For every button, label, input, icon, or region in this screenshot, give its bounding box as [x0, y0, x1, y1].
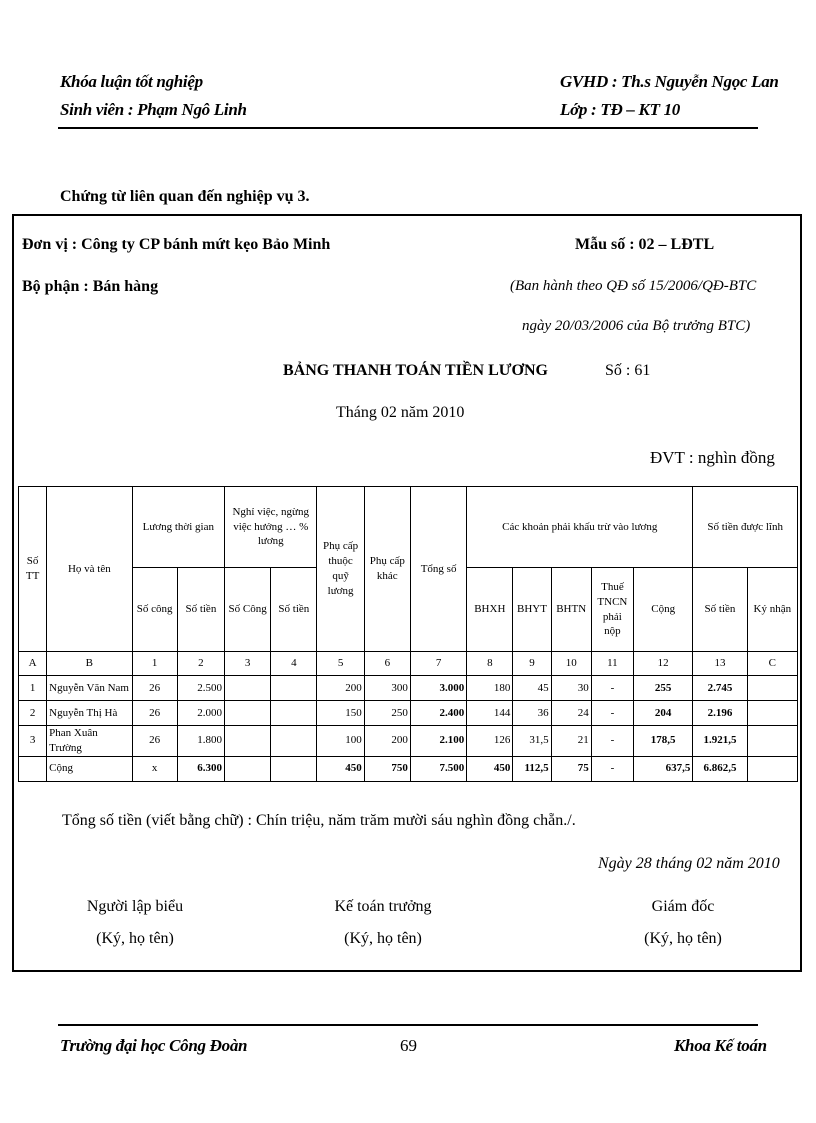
header-class: Lớp : TĐ – KT 10	[560, 100, 681, 119]
cell-amount: 1.800	[177, 726, 224, 757]
index-cell: C	[747, 652, 797, 676]
unit-label: Đơn vị : Công ty CP bánh mứt kẹo Bảo Minh	[22, 236, 331, 253]
department-label: Bộ phận : Bán hàng	[22, 278, 159, 295]
cell-leave-days	[225, 676, 271, 701]
index-cell: A	[19, 652, 47, 676]
table-row	[19, 701, 798, 726]
cell-bhxh: 126	[467, 726, 513, 757]
index-cell: 13	[693, 652, 747, 676]
header-days: Số công	[132, 568, 177, 652]
header-received: Số tiền được lĩnh	[693, 487, 798, 568]
signature-note: (Ký, họ tên)	[96, 930, 174, 947]
form-month: Tháng 02 năm 2010	[336, 404, 465, 421]
cell-leave-amount	[271, 756, 317, 781]
cell-days: 26	[132, 676, 177, 701]
cell-bhyt: 31,5	[513, 726, 551, 757]
cell-days: 26	[132, 726, 177, 757]
header-rule	[58, 127, 758, 129]
cell-total: 2.400	[410, 701, 466, 726]
cell-received: 2.196	[693, 701, 747, 726]
cell-sign	[747, 701, 797, 726]
cell-sign	[747, 756, 797, 781]
cell-allow-other: 300	[364, 676, 410, 701]
cell-bhtn: 24	[551, 701, 591, 726]
cell-stt: 3	[19, 726, 47, 757]
signature-director	[598, 898, 768, 948]
cell-stt: 2	[19, 701, 47, 726]
cell-bhyt: 36	[513, 701, 551, 726]
index-cell: 9	[513, 652, 551, 676]
header-name: Họ và tên	[47, 487, 132, 652]
form-number: Số : 61	[605, 362, 651, 379]
cell-tax: -	[591, 701, 633, 726]
cell-name: Cộng	[47, 756, 132, 781]
signature-preparer	[50, 898, 220, 948]
cell-tax: -	[591, 726, 633, 757]
header-tax: Thuế TNCN phải nộp	[591, 568, 633, 652]
cell-sign	[747, 726, 797, 757]
cell-bhxh: 144	[467, 701, 513, 726]
signature-role: Người lập biểu	[86, 898, 184, 915]
header-time-wage: Lương thời gian	[132, 487, 224, 568]
footer-faculty: Khoa Kế toán	[674, 1036, 767, 1055]
header-deduct-total: Cộng	[634, 568, 693, 652]
index-cell: 10	[551, 652, 591, 676]
cell-allow-fund: 200	[317, 676, 364, 701]
issued-line-2: ngày 20/03/2006 của Bộ trưởng BTC)	[522, 318, 751, 334]
cell-total: 3.000	[410, 676, 466, 701]
signature-role: Kế toán trưởng	[334, 898, 432, 915]
cell-amount: 2.500	[177, 676, 224, 701]
cell-allow-fund: 100	[317, 726, 364, 757]
signature-role: Giám đốc	[651, 898, 715, 915]
cell-name: Nguyễn Thị Hà	[47, 701, 132, 726]
cell-bhyt: 112,5	[513, 756, 551, 781]
cell-bhxh: 450	[467, 756, 513, 781]
unit-of-measure: ĐVT : nghìn đồng	[650, 448, 775, 467]
header-deductions: Các khoản phải khấu trừ vào lương	[467, 487, 693, 568]
header-student: Sinh viên : Phạm Ngô Linh	[60, 100, 247, 119]
signature-note: (Ký, họ tên)	[344, 930, 422, 947]
cell-tax: -	[591, 676, 633, 701]
index-row	[19, 652, 798, 676]
cell-bhtn: 75	[551, 756, 591, 781]
form-code: Mẫu số : 02 – LĐTL	[575, 236, 715, 253]
index-cell: 11	[591, 652, 633, 676]
index-cell: 4	[271, 652, 317, 676]
header-supervisor: GVHD : Th.s Nguyễn Ngọc Lan	[560, 72, 779, 91]
cell-allow-fund: 150	[317, 701, 364, 726]
cell-amount: 6.300	[177, 756, 224, 781]
cell-allow-other: 750	[364, 756, 410, 781]
cell-total: 2.100	[410, 726, 466, 757]
index-cell: B	[47, 652, 132, 676]
cell-received: 1.921,5	[693, 726, 747, 757]
issued-line-1: (Ban hành theo QĐ số 15/2006/QĐ-BTC	[510, 278, 757, 294]
cell-stt	[19, 756, 47, 781]
header-amount: Số tiền	[177, 568, 224, 652]
cell-allow-other: 250	[364, 701, 410, 726]
header-leave: Nghỉ việc, ngừng việc hưởng … % lương	[225, 487, 317, 568]
total-row	[19, 756, 798, 781]
cell-leave-days	[225, 726, 271, 757]
table-row	[19, 676, 798, 701]
cell-days: x	[132, 756, 177, 781]
cell-amount: 2.000	[177, 701, 224, 726]
index-cell: 5	[317, 652, 364, 676]
cell-leave-amount	[271, 676, 317, 701]
index-cell: 2	[177, 652, 224, 676]
cell-deduct-total: 637,5	[634, 756, 693, 781]
cell-days: 26	[132, 701, 177, 726]
header-thesis-label: Khóa luận tốt nghiệp	[60, 72, 203, 91]
header-total: Tổng số	[410, 487, 466, 652]
cell-stt: 1	[19, 676, 47, 701]
cell-deduct-total: 178,5	[634, 726, 693, 757]
footer-university: Trường đại học Công Đoàn	[60, 1036, 248, 1055]
index-cell: 3	[225, 652, 271, 676]
index-cell: 1	[132, 652, 177, 676]
header-allowance-other: Phụ cấp khác	[364, 487, 410, 652]
index-cell: 12	[634, 652, 693, 676]
header-recv-amount: Số tiền	[693, 568, 747, 652]
cell-bhxh: 180	[467, 676, 513, 701]
cell-bhtn: 21	[551, 726, 591, 757]
header-bhxh: BHXH	[467, 568, 513, 652]
amount-in-words: Tổng số tiền (viết bằng chữ) : Chín triệu, năm trăm mười sáu nghìn đồng chẵn./.	[62, 812, 576, 829]
cell-total: 7.500	[410, 756, 466, 781]
cell-deduct-total: 204	[634, 701, 693, 726]
sign-date: Ngày 28 tháng 02 năm 2010	[598, 855, 780, 872]
cell-leave-amount	[271, 726, 317, 757]
header-allowance-fund: Phụ cấp thuộc quỹ lương	[317, 487, 364, 652]
index-cell: 6	[364, 652, 410, 676]
cell-leave-days	[225, 756, 271, 781]
section-title: Chứng từ liên quan đến nghiệp vụ 3.	[60, 188, 310, 205]
cell-leave-amount	[271, 701, 317, 726]
page-number: 69	[400, 1036, 417, 1055]
cell-leave-days	[225, 701, 271, 726]
signature-chief-accountant	[298, 898, 468, 948]
header-bhyt: BHYT	[513, 568, 551, 652]
payroll-table	[18, 486, 798, 782]
header-leave-amount: Số tiền	[271, 568, 317, 652]
header-stt: Số TT	[19, 487, 47, 652]
signature-note: (Ký, họ tên)	[644, 930, 722, 947]
header-leave-days: Số Công	[225, 568, 271, 652]
cell-allow-fund: 450	[317, 756, 364, 781]
cell-allow-other: 200	[364, 726, 410, 757]
index-cell: 7	[410, 652, 466, 676]
header-bhtn: BHTN	[551, 568, 591, 652]
cell-bhyt: 45	[513, 676, 551, 701]
cell-received: 6.862,5	[693, 756, 747, 781]
cell-sign	[747, 676, 797, 701]
cell-bhtn: 30	[551, 676, 591, 701]
header-sign: Ký nhận	[747, 568, 797, 652]
index-cell: 8	[467, 652, 513, 676]
form-title: BẢNG THANH TOÁN TIỀN LƯƠNG	[283, 362, 548, 379]
cell-name: Nguyễn Văn Nam	[47, 676, 132, 701]
cell-tax: -	[591, 756, 633, 781]
cell-name: Phan Xuân Trường	[47, 726, 132, 757]
table-row	[19, 726, 798, 757]
cell-deduct-total: 255	[634, 676, 693, 701]
cell-received: 2.745	[693, 676, 747, 701]
footer-rule	[58, 1024, 758, 1026]
